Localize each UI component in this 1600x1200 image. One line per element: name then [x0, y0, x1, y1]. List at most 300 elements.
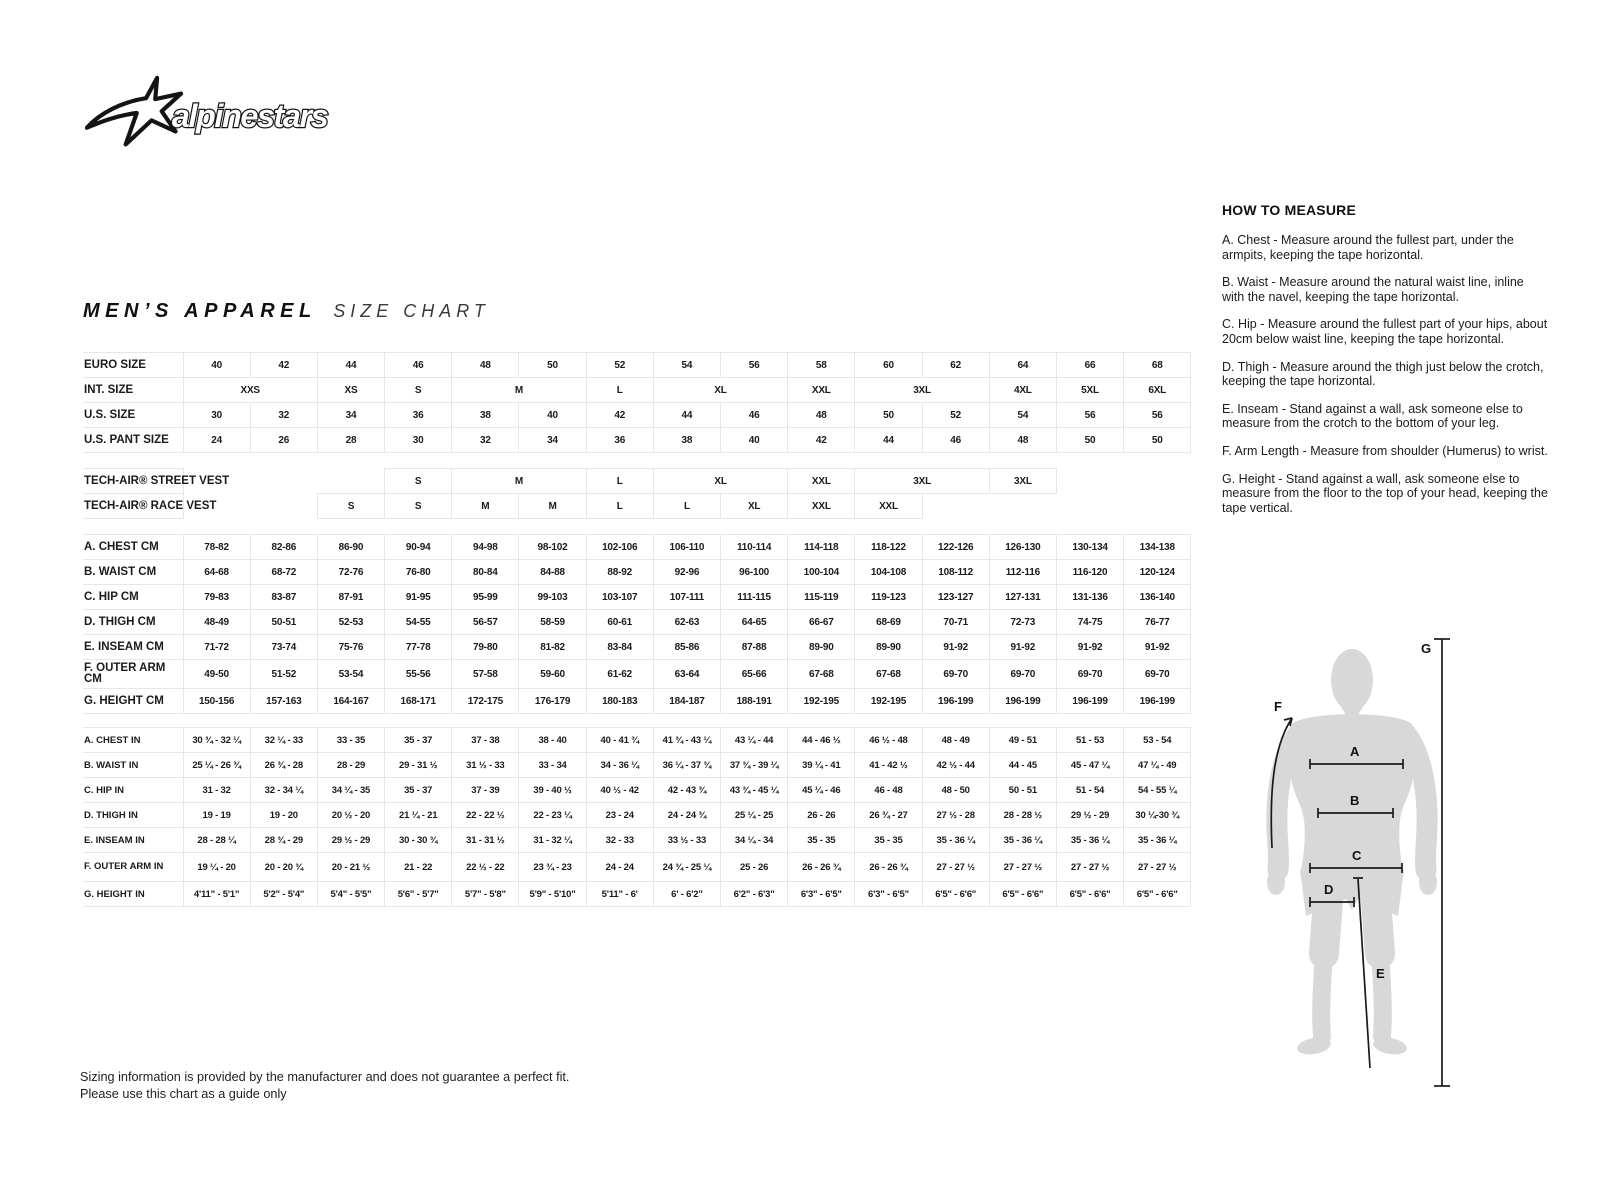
- value-cell: 60-61: [586, 610, 653, 635]
- value-cell: 73-74: [250, 635, 317, 660]
- value-cell: 34: [519, 428, 586, 453]
- value-cell: 50: [1124, 428, 1191, 453]
- table-row: [83, 660, 1191, 689]
- value-cell: 84-88: [519, 560, 586, 585]
- value-cell: 50 - 51: [989, 778, 1056, 803]
- value-cell: 3XL: [855, 469, 989, 494]
- table-row: [83, 728, 1191, 753]
- value-cell: 68: [1124, 353, 1191, 378]
- value-cell: XXL: [855, 494, 922, 519]
- alpinestars-logo: [85, 74, 353, 157]
- value-cell: 118-122: [855, 535, 922, 560]
- value-cell: 69-70: [1124, 660, 1191, 689]
- value-cell: 32: [452, 428, 519, 453]
- value-cell: M: [452, 378, 586, 403]
- value-cell: 70-71: [922, 610, 989, 635]
- value-cell: 34: [317, 403, 384, 428]
- row-label: G. HEIGHT IN: [83, 882, 183, 907]
- value-cell: 37 - 39: [452, 778, 519, 803]
- value-cell: 40 - 41 ¾: [586, 728, 653, 753]
- table-row: [83, 610, 1191, 635]
- value-cell: 20 - 20 ¾: [250, 853, 317, 882]
- value-cell: 92-96: [653, 560, 720, 585]
- measurement-figure: [1240, 622, 1570, 1127]
- value-cell: 83-84: [586, 635, 653, 660]
- table-row: [83, 585, 1191, 610]
- value-cell: 62-63: [653, 610, 720, 635]
- row-label: D. THIGH CM: [83, 610, 183, 635]
- value-cell: M: [452, 494, 519, 519]
- value-cell: 5'9" - 5'10": [519, 882, 586, 907]
- table-row: [83, 882, 1191, 907]
- value-cell: 23 ¾ - 23: [519, 853, 586, 882]
- value-cell: 42: [586, 403, 653, 428]
- value-cell: 33 ½ - 33: [653, 828, 720, 853]
- value-cell: 81-82: [519, 635, 586, 660]
- value-cell: 22 - 22 ½: [452, 803, 519, 828]
- value-cell: 54 - 55 ¼: [1124, 778, 1191, 803]
- size-chart-table: [83, 352, 1191, 907]
- value-cell: 40: [721, 428, 788, 453]
- height-line: [1434, 639, 1450, 1086]
- value-cell: 6' - 6'2": [653, 882, 720, 907]
- value-cell: 66-67: [788, 610, 855, 635]
- value-cell: 5'2" - 5'4": [250, 882, 317, 907]
- value-cell: 56: [1124, 403, 1191, 428]
- value-cell: 150-156: [183, 689, 250, 714]
- value-cell: M: [452, 469, 586, 494]
- value-cell: 51 - 54: [1056, 778, 1123, 803]
- value-cell: 89-90: [788, 635, 855, 660]
- value-cell: 79-83: [183, 585, 250, 610]
- value-cell: 51 - 53: [1056, 728, 1123, 753]
- logo-wordmark: alpinestars: [171, 97, 328, 134]
- row-label: C. HIP IN: [83, 778, 183, 803]
- value-cell: 89-90: [855, 635, 922, 660]
- table-row: [83, 403, 1191, 428]
- value-cell: 42 ½ - 44: [922, 753, 989, 778]
- value-cell: 26 - 26: [788, 803, 855, 828]
- value-cell: 49-50: [183, 660, 250, 689]
- row-label: U.S. SIZE: [83, 403, 183, 428]
- measure-item-arm-length: F. Arm Length - Measure from shoulder (Humerus) to wrist.: [1222, 443, 1548, 458]
- disclaimer-line-2: Please use this chart as a guide only: [80, 1086, 287, 1101]
- value-cell: 31 - 32: [183, 778, 250, 803]
- value-cell: XL: [653, 378, 787, 403]
- value-cell: 122-126: [922, 535, 989, 560]
- value-cell: 123-127: [922, 585, 989, 610]
- value-cell: 192-195: [788, 689, 855, 714]
- value-cell: 86-90: [317, 535, 384, 560]
- value-cell: 64-65: [721, 610, 788, 635]
- value-cell: 35 - 36 ¼: [1056, 828, 1123, 853]
- value-cell: 22 - 23 ¼: [519, 803, 586, 828]
- value-cell: 50-51: [250, 610, 317, 635]
- table-row: [83, 828, 1191, 853]
- value-cell: 26 ¾ - 27: [855, 803, 922, 828]
- row-label: D. THIGH IN: [83, 803, 183, 828]
- value-cell: 130-134: [1056, 535, 1123, 560]
- value-cell: 107-111: [653, 585, 720, 610]
- value-cell: 23 - 24: [586, 803, 653, 828]
- value-cell: 24 ¾ - 25 ¼: [653, 853, 720, 882]
- value-cell: 119-123: [855, 585, 922, 610]
- value-cell: 35 - 36 ¼: [922, 828, 989, 853]
- value-cell: 24: [183, 428, 250, 453]
- value-cell: 38: [653, 428, 720, 453]
- value-cell: 184-187: [653, 689, 720, 714]
- value-cell: 54-55: [385, 610, 452, 635]
- value-cell: 4'11" - 5'1": [183, 882, 250, 907]
- how-to-measure-panel: [1222, 202, 1548, 528]
- table-row: [83, 428, 1191, 453]
- value-cell: 78-82: [183, 535, 250, 560]
- value-cell: 196-199: [1124, 689, 1191, 714]
- value-cell: 19 ¼ - 20: [183, 853, 250, 882]
- value-cell: 157-163: [250, 689, 317, 714]
- value-cell: 30 ¼-30 ¾: [1124, 803, 1191, 828]
- value-cell: M: [519, 494, 586, 519]
- value-cell: 64: [989, 353, 1056, 378]
- row-label: E. INSEAM CM: [83, 635, 183, 660]
- table-row: [83, 378, 1191, 403]
- value-cell: 5'7" - 5'8": [452, 882, 519, 907]
- table-row: [83, 635, 1191, 660]
- value-cell: 36 ¼ - 37 ¾: [653, 753, 720, 778]
- value-cell: 103-107: [586, 585, 653, 610]
- measure-item-inseam: E. Inseam - Stand against a wall, ask someone else to measure from the crotch to the bottom of your leg.: [1222, 401, 1523, 431]
- value-cell: 50: [855, 403, 922, 428]
- value-cell: 32 ¼ - 33: [250, 728, 317, 753]
- value-cell: 110-114: [721, 535, 788, 560]
- value-cell: 46 - 48: [855, 778, 922, 803]
- value-cell: 108-112: [922, 560, 989, 585]
- value-cell: 120-124: [1124, 560, 1191, 585]
- value-cell: 196-199: [989, 689, 1056, 714]
- value-cell: 172-175: [452, 689, 519, 714]
- value-cell: 67-68: [788, 660, 855, 689]
- value-cell: 196-199: [1056, 689, 1123, 714]
- value-cell: 26 ¾ - 28: [250, 753, 317, 778]
- value-cell: 3XL: [989, 469, 1056, 494]
- value-cell: L: [586, 494, 653, 519]
- value-cell: 62: [922, 353, 989, 378]
- row-label: TECH-AIR® STREET VEST: [83, 469, 183, 494]
- value-cell: 44: [317, 353, 384, 378]
- value-cell: 36: [385, 403, 452, 428]
- table-row: [83, 353, 1191, 378]
- value-cell: 106-110: [653, 535, 720, 560]
- value-cell: 90-94: [385, 535, 452, 560]
- empty-cell: [922, 494, 1191, 519]
- value-cell: 95-99: [452, 585, 519, 610]
- value-cell: 35 - 35: [855, 828, 922, 853]
- value-cell: XL: [653, 469, 787, 494]
- value-cell: 44: [653, 403, 720, 428]
- value-cell: 41 ¾ - 43 ¼: [653, 728, 720, 753]
- page-title-secondary: SIZE CHART: [333, 301, 490, 321]
- value-cell: 69-70: [922, 660, 989, 689]
- value-cell: XXL: [788, 494, 855, 519]
- page-title-primary: MEN’S APPAREL: [83, 300, 317, 322]
- value-cell: 114-118: [788, 535, 855, 560]
- value-cell: 80-84: [452, 560, 519, 585]
- value-cell: 42: [250, 353, 317, 378]
- table-row: [83, 853, 1191, 882]
- value-cell: 6'3" - 6'5": [788, 882, 855, 907]
- value-cell: S: [385, 494, 452, 519]
- value-cell: 6'5" - 6'6": [989, 882, 1056, 907]
- value-cell: 38 - 40: [519, 728, 586, 753]
- value-cell: 48 - 49: [922, 728, 989, 753]
- value-cell: 87-91: [317, 585, 384, 610]
- value-cell: 53 - 54: [1124, 728, 1191, 753]
- value-cell: 87-88: [721, 635, 788, 660]
- value-cell: 115-119: [788, 585, 855, 610]
- measure-item-chest: A. Chest - Measure around the fullest part, under the armpits, keeping the tape horizontal.: [1222, 233, 1514, 262]
- value-cell: 72-73: [989, 610, 1056, 635]
- value-cell: 5'11" - 6': [586, 882, 653, 907]
- label-B: B: [1350, 793, 1360, 808]
- value-cell: 30 ¾ - 32 ¼: [183, 728, 250, 753]
- measure-item-waist: B. Waist - Measure around the natural waist line, inline with the navel, keeping the tape horizontal.: [1222, 275, 1524, 304]
- value-cell: XXL: [788, 378, 855, 403]
- value-cell: 126-130: [989, 535, 1056, 560]
- value-cell: 82-86: [250, 535, 317, 560]
- value-cell: 67-68: [855, 660, 922, 689]
- disclaimer: [80, 1069, 569, 1102]
- value-cell: 5XL: [1056, 378, 1123, 403]
- value-cell: 61-62: [586, 660, 653, 689]
- value-cell: L: [586, 378, 653, 403]
- value-cell: XXS: [183, 378, 317, 403]
- value-cell: 25 ¼ - 25: [721, 803, 788, 828]
- value-cell: 44 - 46 ½: [788, 728, 855, 753]
- value-cell: 6'3" - 6'5": [855, 882, 922, 907]
- value-cell: 134-138: [1124, 535, 1191, 560]
- value-cell: 45 ¼ - 46: [788, 778, 855, 803]
- value-cell: 59-60: [519, 660, 586, 689]
- value-cell: 48: [452, 353, 519, 378]
- value-cell: 54: [989, 403, 1056, 428]
- value-cell: 35 - 37: [385, 778, 452, 803]
- value-cell: 100-104: [788, 560, 855, 585]
- value-cell: 28 ¾ - 29: [250, 828, 317, 853]
- value-cell: 94-98: [452, 535, 519, 560]
- value-cell: 72-76: [317, 560, 384, 585]
- value-cell: 25 - 26: [721, 853, 788, 882]
- measure-item-hip: C. Hip - Measure around the fullest part of your hips, about 20cm below waist line, keeping the tape horizontal.: [1222, 317, 1548, 346]
- table-row: [83, 689, 1191, 714]
- label-C: C: [1352, 848, 1362, 863]
- value-cell: 20 - 21 ½: [317, 853, 384, 882]
- value-cell: 98-102: [519, 535, 586, 560]
- value-cell: 42: [788, 428, 855, 453]
- value-cell: 34 ¼ - 34: [721, 828, 788, 853]
- table-row: [83, 560, 1191, 585]
- value-cell: 111-115: [721, 585, 788, 610]
- value-cell: 41 - 42 ½: [855, 753, 922, 778]
- value-cell: 35 - 37: [385, 728, 452, 753]
- row-label: F. OUTER ARM CM: [83, 660, 183, 689]
- value-cell: S: [385, 378, 452, 403]
- value-cell: 48: [788, 403, 855, 428]
- value-cell: 24 - 24 ¾: [653, 803, 720, 828]
- value-cell: 71-72: [183, 635, 250, 660]
- value-cell: 85-86: [653, 635, 720, 660]
- alpinestars-logo-icon: [85, 74, 353, 152]
- value-cell: L: [586, 469, 653, 494]
- value-cell: 5'4" - 5'5": [317, 882, 384, 907]
- value-cell: 54: [653, 353, 720, 378]
- value-cell: 91-95: [385, 585, 452, 610]
- value-cell: 27 - 27 ½: [989, 853, 1056, 882]
- value-cell: L: [653, 494, 720, 519]
- value-cell: 40 ½ - 42: [586, 778, 653, 803]
- value-cell: 102-106: [586, 535, 653, 560]
- empty-cell: [1056, 469, 1191, 494]
- value-cell: 164-167: [317, 689, 384, 714]
- row-label: A. CHEST CM: [83, 535, 183, 560]
- value-cell: 50: [519, 353, 586, 378]
- value-cell: 38: [452, 403, 519, 428]
- value-cell: 104-108: [855, 560, 922, 585]
- value-cell: 35 - 36 ¼: [1124, 828, 1191, 853]
- value-cell: 28 - 28 ½: [989, 803, 1056, 828]
- row-label: B. WAIST CM: [83, 560, 183, 585]
- value-cell: 45 - 47 ¼: [1056, 753, 1123, 778]
- star-icon: [87, 78, 181, 145]
- row-label: B. WAIST IN: [83, 753, 183, 778]
- value-cell: 58-59: [519, 610, 586, 635]
- cm-measurements-table: [83, 534, 1191, 714]
- value-cell: 64-68: [183, 560, 250, 585]
- value-cell: 20 ½ - 20: [317, 803, 384, 828]
- value-cell: 188-191: [721, 689, 788, 714]
- value-cell: 51-52: [250, 660, 317, 689]
- value-cell: 91-92: [989, 635, 1056, 660]
- row-label: C. HIP CM: [83, 585, 183, 610]
- value-cell: 196-199: [922, 689, 989, 714]
- value-cell: 39 - 40 ½: [519, 778, 586, 803]
- value-cell: 43 ¼ - 44: [721, 728, 788, 753]
- value-cell: 30: [385, 428, 452, 453]
- value-cell: 6'5" - 6'6": [1124, 882, 1191, 907]
- value-cell: 56: [1056, 403, 1123, 428]
- value-cell: 77-78: [385, 635, 452, 660]
- value-cell: 26 - 26 ¾: [855, 853, 922, 882]
- value-cell: 192-195: [855, 689, 922, 714]
- value-cell: 33 - 34: [519, 753, 586, 778]
- value-cell: 46: [721, 403, 788, 428]
- value-cell: 46: [922, 428, 989, 453]
- value-cell: 48: [989, 428, 1056, 453]
- value-cell: 58: [788, 353, 855, 378]
- row-label: G. HEIGHT CM: [83, 689, 183, 714]
- value-cell: 30 - 30 ¾: [385, 828, 452, 853]
- value-cell: 33 - 35: [317, 728, 384, 753]
- table-row: [83, 753, 1191, 778]
- value-cell: 52: [922, 403, 989, 428]
- row-label: TECH-AIR® RACE VEST: [83, 494, 183, 519]
- value-cell: 112-116: [989, 560, 1056, 585]
- value-cell: 25 ¼ - 26 ¾: [183, 753, 250, 778]
- value-cell: 56-57: [452, 610, 519, 635]
- value-cell: 3XL: [855, 378, 989, 403]
- label-F: F: [1274, 699, 1282, 714]
- how-to-measure-title: HOW TO MEASURE: [1222, 202, 1356, 218]
- value-cell: 76-80: [385, 560, 452, 585]
- value-cell: 30: [183, 403, 250, 428]
- in-measurements-table: [83, 727, 1191, 907]
- value-cell: 99-103: [519, 585, 586, 610]
- value-cell: 68-72: [250, 560, 317, 585]
- value-cell: 52: [586, 353, 653, 378]
- value-cell: 69-70: [989, 660, 1056, 689]
- value-cell: 40: [183, 353, 250, 378]
- value-cell: 76-77: [1124, 610, 1191, 635]
- value-cell: 31 ½ - 33: [452, 753, 519, 778]
- value-cell: 29 ½ - 29: [1056, 803, 1123, 828]
- row-label: EURO SIZE: [83, 353, 183, 378]
- row-label: E. INSEAM IN: [83, 828, 183, 853]
- value-cell: XL: [721, 494, 788, 519]
- value-cell: 136-140: [1124, 585, 1191, 610]
- measure-item-height: G. Height - Stand against a wall, ask someone else to measure from the floor to the top of your head, keeping the tape vertical.: [1222, 471, 1548, 515]
- value-cell: 48 - 50: [922, 778, 989, 803]
- value-cell: 35 - 35: [788, 828, 855, 853]
- value-cell: 65-66: [721, 660, 788, 689]
- value-cell: 22 ½ - 22: [452, 853, 519, 882]
- value-cell: 27 ½ - 28: [922, 803, 989, 828]
- table-row: [83, 778, 1191, 803]
- techair-table: [83, 468, 1191, 519]
- value-cell: 21 - 22: [385, 853, 452, 882]
- value-cell: 5'6" - 5'7": [385, 882, 452, 907]
- value-cell: 74-75: [1056, 610, 1123, 635]
- value-cell: 35 - 36 ¼: [989, 828, 1056, 853]
- value-cell: 27 - 27 ½: [1124, 853, 1191, 882]
- value-cell: 37 - 38: [452, 728, 519, 753]
- value-cell: 6XL: [1124, 378, 1191, 403]
- value-cell: 57-58: [452, 660, 519, 689]
- row-label: F. OUTER ARM IN: [83, 853, 183, 882]
- value-cell: 91-92: [1124, 635, 1191, 660]
- value-cell: 31 - 31 ½: [452, 828, 519, 853]
- value-cell: 44: [855, 428, 922, 453]
- value-cell: 6'5" - 6'6": [922, 882, 989, 907]
- value-cell: XXL: [788, 469, 855, 494]
- row-label: INT. SIZE: [83, 378, 183, 403]
- value-cell: 43 ¾ - 45 ¼: [721, 778, 788, 803]
- value-cell: 63-64: [653, 660, 720, 689]
- row-label: A. CHEST IN: [83, 728, 183, 753]
- value-cell: 21 ¼ - 21: [385, 803, 452, 828]
- value-cell: 127-131: [989, 585, 1056, 610]
- value-cell: 26: [250, 428, 317, 453]
- value-cell: 6'2" - 6'3": [721, 882, 788, 907]
- value-cell: 66: [1056, 353, 1123, 378]
- value-cell: S: [385, 469, 452, 494]
- value-cell: 40: [519, 403, 586, 428]
- value-cell: 53-54: [317, 660, 384, 689]
- value-cell: 29 - 31 ½: [385, 753, 452, 778]
- value-cell: 4XL: [989, 378, 1056, 403]
- value-cell: 27 - 27 ½: [1056, 853, 1123, 882]
- value-cell: 47 ¼ - 49: [1124, 753, 1191, 778]
- table-row: [83, 469, 1191, 494]
- value-cell: 49 - 51: [989, 728, 1056, 753]
